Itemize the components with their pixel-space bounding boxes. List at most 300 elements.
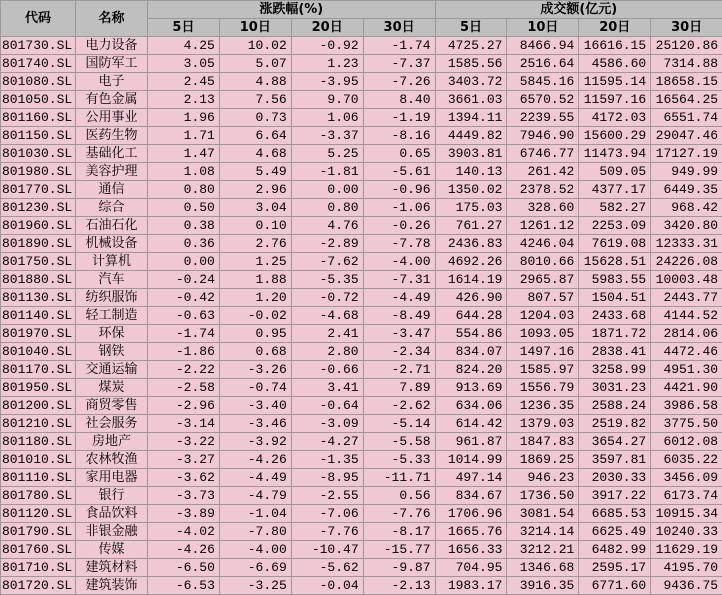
change-20d-cell: 2.80 (291, 343, 363, 361)
change-30d-cell: -8.16 (363, 127, 435, 145)
volume-30d-cell: 6012.08 (651, 433, 722, 451)
name-cell: 医药生物 (76, 127, 148, 145)
code-cell: 801880.SL (1, 271, 76, 289)
change-30d-cell: -5.58 (363, 433, 435, 451)
name-cell: 社会服务 (76, 415, 148, 433)
name-cell: 商贸零售 (76, 397, 148, 415)
volume-5d-cell: 704.95 (435, 559, 507, 577)
table-row (1, 289, 722, 307)
table-row (1, 361, 722, 379)
change-10d-cell: -0.02 (219, 307, 291, 325)
change-10d-cell: 7.56 (219, 91, 291, 109)
change-5d-cell: -3.73 (148, 487, 220, 505)
change-30d-cell: -9.87 (363, 559, 435, 577)
volume-20d-cell: 2433.68 (579, 307, 651, 325)
change-20d-cell: -4.27 (291, 433, 363, 451)
header-volume-20d: 20日 (579, 19, 651, 37)
code-cell: 801720.SL (1, 577, 76, 595)
table-row (1, 433, 722, 451)
change-10d-cell: -3.92 (219, 433, 291, 451)
change-5d-cell: 1.71 (148, 127, 220, 145)
name-cell: 美容护理 (76, 163, 148, 181)
volume-10d-cell: 1236.35 (507, 397, 579, 415)
volume-10d-cell: 3214.14 (507, 523, 579, 541)
volume-20d-cell: 582.27 (579, 199, 651, 217)
change-5d-cell: 0.38 (148, 217, 220, 235)
name-cell: 汽车 (76, 271, 148, 289)
volume-20d-cell: 6482.99 (579, 541, 651, 559)
header-volume-10d: 10日 (507, 19, 579, 37)
table-row (1, 127, 722, 145)
volume-10d-cell: 3212.21 (507, 541, 579, 559)
name-cell: 计算机 (76, 253, 148, 271)
change-30d-cell: 0.65 (363, 145, 435, 163)
header-volume-30d: 30日 (651, 19, 722, 37)
change-20d-cell: 2.41 (291, 325, 363, 343)
volume-30d-cell: 968.42 (651, 199, 722, 217)
change-10d-cell: 0.68 (219, 343, 291, 361)
code-cell: 801180.SL (1, 433, 76, 451)
change-5d-cell: -0.42 (148, 289, 220, 307)
change-30d-cell: -15.77 (363, 541, 435, 559)
name-cell: 非银金融 (76, 523, 148, 541)
table-row (1, 523, 722, 541)
change-5d-cell: -3.62 (148, 469, 220, 487)
code-cell: 801970.SL (1, 325, 76, 343)
volume-30d-cell: 3456.09 (651, 469, 722, 487)
volume-30d-cell: 949.99 (651, 163, 722, 181)
code-cell: 801140.SL (1, 307, 76, 325)
volume-5d-cell: 1585.56 (435, 55, 507, 73)
volume-10d-cell: 6746.77 (507, 145, 579, 163)
name-cell: 基础化工 (76, 145, 148, 163)
change-30d-cell: -7.78 (363, 235, 435, 253)
change-20d-cell: -0.72 (291, 289, 363, 307)
table-row (1, 235, 722, 253)
volume-10d-cell: 8010.66 (507, 253, 579, 271)
volume-30d-cell: 6035.22 (651, 451, 722, 469)
change-5d-cell: 0.36 (148, 235, 220, 253)
change-20d-cell: -1.35 (291, 451, 363, 469)
change-20d-cell: 0.80 (291, 199, 363, 217)
code-cell: 801040.SL (1, 343, 76, 361)
volume-20d-cell: 11595.14 (579, 73, 651, 91)
change-30d-cell: -7.37 (363, 55, 435, 73)
change-10d-cell: 5.49 (219, 163, 291, 181)
volume-5d-cell: 3661.03 (435, 91, 507, 109)
volume-20d-cell: 509.05 (579, 163, 651, 181)
code-cell: 801120.SL (1, 505, 76, 523)
name-cell: 石油石化 (76, 217, 148, 235)
change-5d-cell: -4.26 (148, 541, 220, 559)
volume-20d-cell: 2595.17 (579, 559, 651, 577)
change-5d-cell: -1.86 (148, 343, 220, 361)
change-5d-cell: 3.05 (148, 55, 220, 73)
change-5d-cell: 1.08 (148, 163, 220, 181)
change-30d-cell: -5.33 (363, 451, 435, 469)
header-code: 代码 (1, 1, 76, 37)
volume-20d-cell: 3654.27 (579, 433, 651, 451)
volume-30d-cell: 2443.77 (651, 289, 722, 307)
change-20d-cell: -7.62 (291, 253, 363, 271)
volume-30d-cell: 25120.86 (651, 37, 722, 55)
change-30d-cell: -5.61 (363, 163, 435, 181)
table-row (1, 145, 722, 163)
volume-5d-cell: 175.03 (435, 199, 507, 217)
change-5d-cell: -2.96 (148, 397, 220, 415)
code-cell: 801890.SL (1, 235, 76, 253)
volume-5d-cell: 834.67 (435, 487, 507, 505)
change-30d-cell: -11.71 (363, 469, 435, 487)
table-row (1, 577, 722, 595)
volume-5d-cell: 1014.99 (435, 451, 507, 469)
name-cell: 交通运输 (76, 361, 148, 379)
volume-20d-cell: 3597.81 (579, 451, 651, 469)
change-20d-cell: -0.64 (291, 397, 363, 415)
code-cell: 801230.SL (1, 199, 76, 217)
change-20d-cell: 1.06 (291, 109, 363, 127)
change-30d-cell: -7.76 (363, 505, 435, 523)
volume-10d-cell: 1556.79 (507, 379, 579, 397)
volume-20d-cell: 6685.53 (579, 505, 651, 523)
code-cell: 801080.SL (1, 73, 76, 91)
volume-10d-cell: 2516.64 (507, 55, 579, 73)
volume-20d-cell: 4377.17 (579, 181, 651, 199)
change-20d-cell: -1.81 (291, 163, 363, 181)
table-row (1, 163, 722, 181)
table-row (1, 505, 722, 523)
volume-5d-cell: 4725.27 (435, 37, 507, 55)
name-cell: 轻工制造 (76, 307, 148, 325)
volume-10d-cell: 1847.83 (507, 433, 579, 451)
change-10d-cell: -1.04 (219, 505, 291, 523)
table-row (1, 253, 722, 271)
change-30d-cell: 0.56 (363, 487, 435, 505)
volume-10d-cell: 6570.52 (507, 91, 579, 109)
header-row-groups (1, 1, 722, 19)
change-5d-cell: -2.22 (148, 361, 220, 379)
volume-10d-cell: 5845.16 (507, 73, 579, 91)
change-20d-cell: 4.76 (291, 217, 363, 235)
code-cell: 801750.SL (1, 253, 76, 271)
change-5d-cell: -4.02 (148, 523, 220, 541)
volume-30d-cell: 6173.74 (651, 487, 722, 505)
name-cell: 纺织服饰 (76, 289, 148, 307)
code-cell: 801780.SL (1, 487, 76, 505)
volume-10d-cell: 1379.03 (507, 415, 579, 433)
change-20d-cell: -7.76 (291, 523, 363, 541)
volume-5d-cell: 824.20 (435, 361, 507, 379)
code-cell: 801130.SL (1, 289, 76, 307)
change-10d-cell: 10.02 (219, 37, 291, 55)
change-20d-cell: 0.00 (291, 181, 363, 199)
volume-5d-cell: 554.86 (435, 325, 507, 343)
volume-5d-cell: 4449.82 (435, 127, 507, 145)
change-10d-cell: 4.68 (219, 145, 291, 163)
change-5d-cell: -3.89 (148, 505, 220, 523)
change-20d-cell: 3.41 (291, 379, 363, 397)
change-5d-cell: 0.50 (148, 199, 220, 217)
change-5d-cell: -3.14 (148, 415, 220, 433)
change-10d-cell: 1.88 (219, 271, 291, 289)
change-20d-cell: 9.70 (291, 91, 363, 109)
volume-10d-cell: 807.57 (507, 289, 579, 307)
change-20d-cell: -7.06 (291, 505, 363, 523)
change-5d-cell: -6.50 (148, 559, 220, 577)
name-cell: 传媒 (76, 541, 148, 559)
change-30d-cell: -5.14 (363, 415, 435, 433)
change-30d-cell: 8.40 (363, 91, 435, 109)
volume-10d-cell: 3916.35 (507, 577, 579, 595)
volume-5d-cell: 761.27 (435, 217, 507, 235)
volume-30d-cell: 4472.46 (651, 343, 722, 361)
change-5d-cell: -6.53 (148, 577, 220, 595)
table-row (1, 73, 722, 91)
change-10d-cell: -4.00 (219, 541, 291, 559)
volume-30d-cell: 4421.90 (651, 379, 722, 397)
volume-30d-cell: 11629.19 (651, 541, 722, 559)
change-30d-cell: -7.31 (363, 271, 435, 289)
change-30d-cell: -4.00 (363, 253, 435, 271)
change-10d-cell: 2.76 (219, 235, 291, 253)
name-cell: 公用事业 (76, 109, 148, 127)
volume-30d-cell: 10240.33 (651, 523, 722, 541)
table-row (1, 487, 722, 505)
change-10d-cell: -7.80 (219, 523, 291, 541)
change-5d-cell: 1.96 (148, 109, 220, 127)
table-row (1, 379, 722, 397)
volume-30d-cell: 3986.58 (651, 397, 722, 415)
volume-30d-cell: 10003.48 (651, 271, 722, 289)
volume-30d-cell: 7314.88 (651, 55, 722, 73)
name-cell: 通信 (76, 181, 148, 199)
volume-30d-cell: 17127.19 (651, 145, 722, 163)
change-20d-cell: -3.09 (291, 415, 363, 433)
volume-10d-cell: 7946.90 (507, 127, 579, 145)
change-10d-cell: -4.49 (219, 469, 291, 487)
volume-30d-cell: 12333.31 (651, 235, 722, 253)
volume-30d-cell: 4144.52 (651, 307, 722, 325)
volume-5d-cell: 4692.26 (435, 253, 507, 271)
change-30d-cell: -1.06 (363, 199, 435, 217)
code-cell: 801790.SL (1, 523, 76, 541)
change-30d-cell: -0.26 (363, 217, 435, 235)
table-body (1, 37, 722, 595)
header-change-20d: 20日 (291, 19, 363, 37)
name-cell: 国防军工 (76, 55, 148, 73)
code-cell: 801160.SL (1, 109, 76, 127)
change-20d-cell: -0.04 (291, 577, 363, 595)
change-30d-cell: -2.62 (363, 397, 435, 415)
header-change-10d: 10日 (219, 19, 291, 37)
change-10d-cell: 4.88 (219, 73, 291, 91)
name-cell: 机械设备 (76, 235, 148, 253)
volume-5d-cell: 140.13 (435, 163, 507, 181)
code-cell: 801150.SL (1, 127, 76, 145)
volume-10d-cell: 1497.16 (507, 343, 579, 361)
change-10d-cell: -3.46 (219, 415, 291, 433)
change-10d-cell: 0.73 (219, 109, 291, 127)
volume-20d-cell: 3917.22 (579, 487, 651, 505)
change-10d-cell: -3.40 (219, 397, 291, 415)
volume-20d-cell: 11597.16 (579, 91, 651, 109)
change-5d-cell: 0.00 (148, 253, 220, 271)
volume-10d-cell: 1869.25 (507, 451, 579, 469)
change-20d-cell: -2.89 (291, 235, 363, 253)
volume-10d-cell: 2965.87 (507, 271, 579, 289)
name-cell: 食品饮料 (76, 505, 148, 523)
change-20d-cell: -8.95 (291, 469, 363, 487)
name-cell: 钢铁 (76, 343, 148, 361)
name-cell: 房地产 (76, 433, 148, 451)
table-header (1, 1, 722, 37)
header-change-5d: 5日 (148, 19, 220, 37)
change-5d-cell: 1.47 (148, 145, 220, 163)
code-cell: 801030.SL (1, 145, 76, 163)
change-10d-cell: 1.20 (219, 289, 291, 307)
change-10d-cell: 1.25 (219, 253, 291, 271)
change-30d-cell: -4.49 (363, 289, 435, 307)
change-20d-cell: -2.55 (291, 487, 363, 505)
volume-5d-cell: 614.42 (435, 415, 507, 433)
name-cell: 综合 (76, 199, 148, 217)
change-30d-cell: 7.89 (363, 379, 435, 397)
change-30d-cell: -0.96 (363, 181, 435, 199)
volume-30d-cell: 9436.75 (651, 577, 722, 595)
volume-5d-cell: 497.14 (435, 469, 507, 487)
volume-30d-cell: 4951.30 (651, 361, 722, 379)
change-5d-cell: -0.24 (148, 271, 220, 289)
change-10d-cell: -3.25 (219, 577, 291, 595)
volume-20d-cell: 15628.51 (579, 253, 651, 271)
volume-10d-cell: 2378.52 (507, 181, 579, 199)
volume-30d-cell: 6551.74 (651, 109, 722, 127)
change-10d-cell: -6.69 (219, 559, 291, 577)
volume-5d-cell: 1665.76 (435, 523, 507, 541)
name-cell: 有色金属 (76, 91, 148, 109)
header-volume-5d: 5日 (435, 19, 507, 37)
volume-20d-cell: 3031.23 (579, 379, 651, 397)
volume-10d-cell: 8466.94 (507, 37, 579, 55)
code-cell: 801710.SL (1, 559, 76, 577)
volume-30d-cell: 16564.25 (651, 91, 722, 109)
code-cell: 801770.SL (1, 181, 76, 199)
volume-5d-cell: 1656.33 (435, 541, 507, 559)
volume-20d-cell: 6625.49 (579, 523, 651, 541)
volume-30d-cell: 29047.46 (651, 127, 722, 145)
code-cell: 801210.SL (1, 415, 76, 433)
code-cell: 801980.SL (1, 163, 76, 181)
change-10d-cell: -3.26 (219, 361, 291, 379)
volume-30d-cell: 2814.06 (651, 325, 722, 343)
table-row (1, 181, 722, 199)
change-20d-cell: -5.62 (291, 559, 363, 577)
change-20d-cell: -10.47 (291, 541, 363, 559)
code-cell: 801960.SL (1, 217, 76, 235)
volume-20d-cell: 2588.24 (579, 397, 651, 415)
table-row (1, 271, 722, 289)
volume-10d-cell: 946.23 (507, 469, 579, 487)
change-30d-cell: -8.49 (363, 307, 435, 325)
table-row (1, 37, 722, 55)
volume-30d-cell: 24226.08 (651, 253, 722, 271)
code-cell: 801170.SL (1, 361, 76, 379)
code-cell: 801110.SL (1, 469, 76, 487)
table-row (1, 343, 722, 361)
change-10d-cell: -4.79 (219, 487, 291, 505)
change-30d-cell: -2.34 (363, 343, 435, 361)
name-cell: 建筑材料 (76, 559, 148, 577)
volume-5d-cell: 426.90 (435, 289, 507, 307)
name-cell: 家用电器 (76, 469, 148, 487)
volume-5d-cell: 644.28 (435, 307, 507, 325)
volume-10d-cell: 1204.03 (507, 307, 579, 325)
volume-30d-cell: 3775.50 (651, 415, 722, 433)
change-30d-cell: -2.13 (363, 577, 435, 595)
change-30d-cell: -1.19 (363, 109, 435, 127)
table-row (1, 199, 722, 217)
volume-20d-cell: 4586.60 (579, 55, 651, 73)
name-cell: 煤炭 (76, 379, 148, 397)
volume-5d-cell: 1350.02 (435, 181, 507, 199)
change-5d-cell: -2.58 (148, 379, 220, 397)
volume-10d-cell: 4246.04 (507, 235, 579, 253)
volume-5d-cell: 1394.11 (435, 109, 507, 127)
change-10d-cell: 2.96 (219, 181, 291, 199)
code-cell: 801200.SL (1, 397, 76, 415)
table-row (1, 307, 722, 325)
volume-20d-cell: 2030.33 (579, 469, 651, 487)
change-20d-cell: -5.35 (291, 271, 363, 289)
header-name: 名称 (76, 1, 148, 37)
volume-10d-cell: 1736.50 (507, 487, 579, 505)
volume-20d-cell: 15600.29 (579, 127, 651, 145)
name-cell: 建筑装饰 (76, 577, 148, 595)
change-30d-cell: -3.47 (363, 325, 435, 343)
volume-10d-cell: 261.42 (507, 163, 579, 181)
volume-20d-cell: 7619.08 (579, 235, 651, 253)
change-10d-cell: 6.64 (219, 127, 291, 145)
change-20d-cell: -3.37 (291, 127, 363, 145)
table-row (1, 109, 722, 127)
volume-30d-cell: 10915.34 (651, 505, 722, 523)
table-row (1, 325, 722, 343)
volume-20d-cell: 2519.82 (579, 415, 651, 433)
volume-20d-cell: 6771.60 (579, 577, 651, 595)
volume-20d-cell: 5983.55 (579, 271, 651, 289)
code-cell: 801740.SL (1, 55, 76, 73)
table-row (1, 451, 722, 469)
volume-5d-cell: 1983.17 (435, 577, 507, 595)
volume-30d-cell: 6449.35 (651, 181, 722, 199)
volume-10d-cell: 1585.97 (507, 361, 579, 379)
volume-5d-cell: 961.87 (435, 433, 507, 451)
header-change-30d: 30日 (363, 19, 435, 37)
code-cell: 801950.SL (1, 379, 76, 397)
code-cell: 801010.SL (1, 451, 76, 469)
volume-20d-cell: 1504.51 (579, 289, 651, 307)
change-5d-cell: -0.63 (148, 307, 220, 325)
change-30d-cell: -1.74 (363, 37, 435, 55)
name-cell: 电子 (76, 73, 148, 91)
change-10d-cell: 0.10 (219, 217, 291, 235)
volume-20d-cell: 2838.41 (579, 343, 651, 361)
volume-5d-cell: 1614.19 (435, 271, 507, 289)
table-row (1, 541, 722, 559)
change-5d-cell: 4.25 (148, 37, 220, 55)
table-row (1, 91, 722, 109)
table-row (1, 217, 722, 235)
